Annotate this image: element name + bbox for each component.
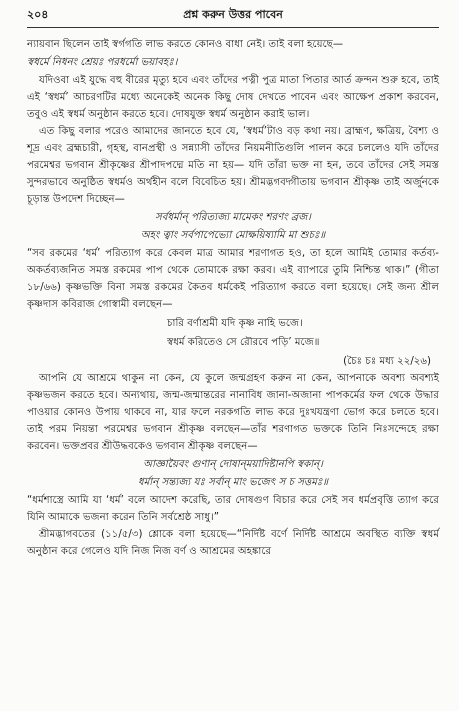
page-body — [27, 36, 439, 560]
sanskrit-verse: আজ্ঞায়ৈবং গুণান্‌ দোষান্‌ময়াদিষ্টানপি স্বকান্‌। — [143, 459, 323, 470]
poem-line: চারি বর্ণাশ্রমী যদি কৃষ্ণ নাহি ভজে। — [167, 318, 303, 329]
sanskrit-verse: ধর্মান্‌ সন্ত্যজ্য যঃ সর্বান্‌ মাং ভজেৎ স চ সত্তমঃ॥ — [137, 477, 329, 488]
sanskrit-verse: স্বধর্মে নিধনং শ্রেয়ঃ পরধর্মো ভয়াবহঃ। — [27, 57, 178, 68]
paragraph: “ধর্মশাস্ত্রে আমি যা ‘ধর্ম’ বলে আদেশ করেছি, তার দোষগুণ বিচার করে সেই সব ধর্মপ্রবৃত্তি ত্যাগ করে যিনি আমাকে ভজনা করেন তিনি সর্বশ্রেষ্ঠ সাধু।” — [27, 495, 439, 523]
paragraph: শ্রীমদ্ভাগবতের (১১/৫/৩) শ্লোকে বলা হয়েছে—“নির্দিষ্ট বর্ণে নির্দিষ্ট আশ্রমে অবস্থিত ব্যক্তি স্বধর্ম অনুষ্ঠান করে গেলেও যদি নিজ নিজ বর্ণ ও আশ্রমের অহঙ্কারে — [27, 529, 439, 557]
running-title: প্রশ্ন করুন উত্তর পাবেন — [183, 8, 283, 21]
paragraph: “সব রকমের ‘ধর্ম’ পরিত্যাগ করে কেবল মাত্র আমার শরণাগত হও, তা হলে আমিই তোমার কর্তব্য-অকর্তব্যজনিত সমস্ত রকমের পাপ থেকে তোমাকে রক্ষা করব। এই ব্যাপারে তুমি নিশ্চিন্ত থাক।” (গীতা ১৮/৬৬) কৃষ্ণভক্তি বিনা সমস্ত রকমের কৈতব ধর্মকেই পরিত্যাগ করতে বলা হয়েছে। সেই জন্য শ্রীল কৃষ্ণদাস কবিরাজ গোস্বামী বলছেন— — [27, 248, 439, 310]
page-header — [27, 6, 439, 24]
sanskrit-verse: অহং ত্বাং সর্বপাপেভ্যো মোক্ষয়িষ্যামি মা শুচঃ॥ — [140, 230, 326, 241]
paragraph: এত কিছু বলার পরেও আমাদের জানতে হবে যে, ‘স্বধর্ম’টাও বড় কথা নয়। ব্রাহ্মণ, ক্ষত্রিয়, বৈশ্য ও শূদ্র এবং ব্রহ্মচারী, গৃহস্থ, বানপ্রস্থী ও সন্ন্যাসী তাঁদের নিয়মনীতিগুলি পালন করে চললেও যদি তাঁদের পরমেশ্বর ভগবান শ্রীকৃষ্ণের শ্রীপাদপদ্মে মতি না হয়— যদি তাঁরা ভক্ত না হন, তবে তাঁদের সেই সমস্ত সুন্দরভাবে অনুষ্ঠিত স্বধর্মও অর্থহীন বলে বিবেচিত হয়। শ্রীমদ্ভগবদ্গীতায় ভগবান শ্রীকৃষ্ণ তাই অর্জুনকে চূড়ান্ত উপদেশ দিচ্ছেন— — [27, 126, 439, 205]
paragraph: আপনি যে আশ্রমে থাকুন না কেন, যে কুলে জন্মগ্রহণ করুন না কেন, আপনাকে অবশ্য অবশ্যই কৃষ্ণভজন করতে হবে। অন্যথায়, জন্ম-জন্মান্তরের নানাবিধ জানা-অজানা পাপকর্মের ফল থেকে উদ্ধার পাওয়ার কোনও উপায় থাকবে না, যার ফলে নরকগতি লাভ করে দুঃখযন্ত্রণা ভোগ করে চলতে হবে। তাই পরম নিয়ন্তা পরমেশ্বর ভগবান শ্রীকৃষ্ণ বলছেন—তাঁর শরণাগত ভক্তকে তিনি নিঃসন্দেহে রক্ষা করবেন। ভক্তপ্রবর শ্রীউদ্ধবকেও ভগবান শ্রীকৃষ্ণ বলছেন— — [27, 373, 439, 452]
paragraph: ন্যায়বান ছিলেন তাই স্বর্গগতি লাভ করতে কোনও বাধা নেই। তাই বলা হয়েছে— — [27, 39, 344, 50]
paragraph: যদিওবা এই যুদ্ধে বহু বীরের মৃত্যু হবে এবং তাঁদের পত্নী পুত্র মাতা পিতার আর্ত ক্রন্দন শুরু হবে, তাই এই ‘স্বধর্ম’ আচরণটির মধ্যে অনেকেই অনেক কিছু দোষ দেখতে পাবেন এবং আক্ষেপ প্রকাশ করবেন, তবুও এই স্বধর্ম অনুষ্ঠান করতে হবে। দোষযুক্ত স্বধর্ম অনুষ্ঠান করাই ভাল। — [27, 75, 439, 120]
citation: (চৈঃ চঃ মধ্য ২২/২৬) — [343, 356, 431, 367]
page-number: ২০৪ — [27, 8, 49, 21]
sanskrit-verse: সর্বধর্মান্‌ পরিত্যজ্য মামেকং শরণং ব্রজ। — [155, 212, 311, 223]
header-rule — [27, 27, 439, 28]
poem-line: স্বধর্ম করিতেও সে রৌরবে পড়ি’ মজে॥ — [167, 337, 320, 348]
